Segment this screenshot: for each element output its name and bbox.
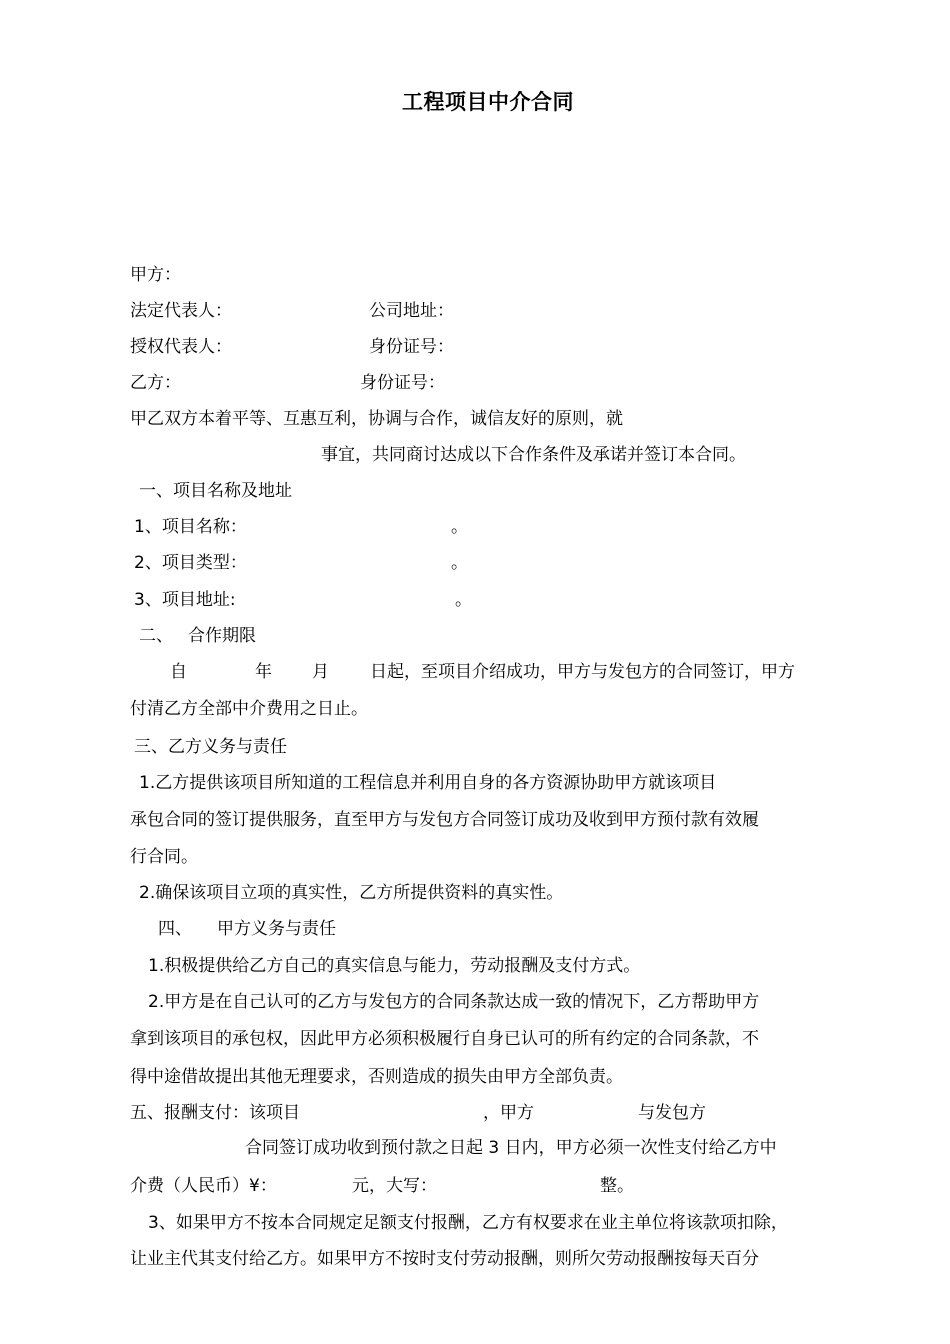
section-5-line-2: 合同签订成功收到预付款之日起 3 日内，甲方必须一次性支付给乙方中 — [245, 1138, 777, 1158]
section-5-line-3-c: 整。 — [600, 1176, 634, 1196]
project-type-label: 2、项目类型： — [134, 553, 247, 573]
project-address-label: 3、项目地址: — [134, 590, 236, 610]
section-5-p3-line-1: 3、如果甲方不按本合同规定足额支付报酬，乙方有权要求在业主单位将该款项扣除， — [148, 1213, 788, 1233]
project-type-period: 。 — [451, 553, 468, 573]
section-4-p1: 1.积极提供给乙方自己的真实信息与能力，劳动报酬及支付方式。 — [148, 956, 641, 976]
period-month: 月 — [312, 662, 329, 682]
section-4-p2-line-3: 得中途借故提出其他无理要求，否则造成的损失由甲方全部负责。 — [130, 1067, 623, 1087]
section-5-line-1-a: 五、报酬支付：该项目 — [130, 1103, 300, 1123]
project-name-label: 1、项目名称： — [134, 517, 247, 537]
section-2-heading-text: 合作期限 — [188, 626, 256, 646]
company-address-label: 公司地址： — [369, 301, 454, 321]
section-3-heading: 三、乙方义务与责任 — [134, 737, 287, 757]
id-number-label-2: 身份证号： — [360, 373, 445, 393]
section-5-p3-line-2: 让业主代其支付给乙方。如果甲方不按时支付劳动报酬，则所欠劳动报酬按每天百分 — [130, 1249, 759, 1269]
section-5-line-1-c: 与发包方 — [638, 1103, 706, 1123]
section-4-p2-line-2: 拿到该项目的承包权，因此甲方必须积极履行自身已认可的所有约定的合同条款，不 — [130, 1029, 759, 1049]
preamble-line-1: 甲乙双方本着平等、互惠互利，协调与合作，诚信友好的原则，就 — [130, 409, 623, 429]
section-2-heading-num: 二、 — [139, 626, 173, 646]
section-3-p1-line-3: 行合同。 — [130, 847, 198, 867]
section-3-p1-line-1: 1.乙方提供该项目所知道的工程信息并利用自身的各方资源协助甲方就该项目 — [139, 773, 717, 793]
period-year: 年 — [255, 662, 272, 682]
document-title: 工程项目中介合同 — [402, 90, 574, 114]
party-b-label: 乙方： — [130, 373, 181, 393]
period-line-2: 付清乙方全部中介费用之日止。 — [130, 699, 368, 719]
party-a-label: 甲方： — [130, 265, 181, 285]
section-4-heading-text: 甲方义务与责任 — [217, 919, 336, 939]
section-4-heading-num: 四、 — [158, 919, 192, 939]
section-1-heading: 一、项目名称及地址 — [139, 481, 292, 501]
project-address-period: 。 — [455, 590, 472, 610]
section-5-line-3-a: 介费（人民币）¥： — [130, 1176, 277, 1196]
preamble-line-2: 事宜，共同商讨达成以下合作条件及承诺并签订本合同。 — [321, 445, 746, 465]
authorized-rep-label: 授权代表人： — [130, 337, 232, 357]
project-name-period: 。 — [451, 517, 468, 537]
section-5-line-3-b: 元，大写： — [352, 1176, 437, 1196]
section-3-p1-line-2: 承包合同的签订提供服务，直至甲方与发包方合同签订成功及收到甲方预付款有效履 — [130, 810, 759, 830]
period-line-1-rest: 日起，至项目介绍成功，甲方与发包方的合同签订，甲方 — [370, 662, 795, 682]
id-number-label-1: 身份证号： — [369, 337, 454, 357]
period-from: 自 — [170, 662, 187, 682]
section-5-line-1-b: ，甲方 — [483, 1103, 534, 1123]
legal-rep-label: 法定代表人： — [130, 301, 232, 321]
section-3-p2: 2.确保该项目立项的真实性，乙方所提供资料的真实性。 — [139, 883, 564, 903]
section-4-p2-line-1: 2.甲方是在自己认可的乙方与发包方的合同条款达成一致的情况下，乙方帮助甲方 — [148, 992, 760, 1012]
